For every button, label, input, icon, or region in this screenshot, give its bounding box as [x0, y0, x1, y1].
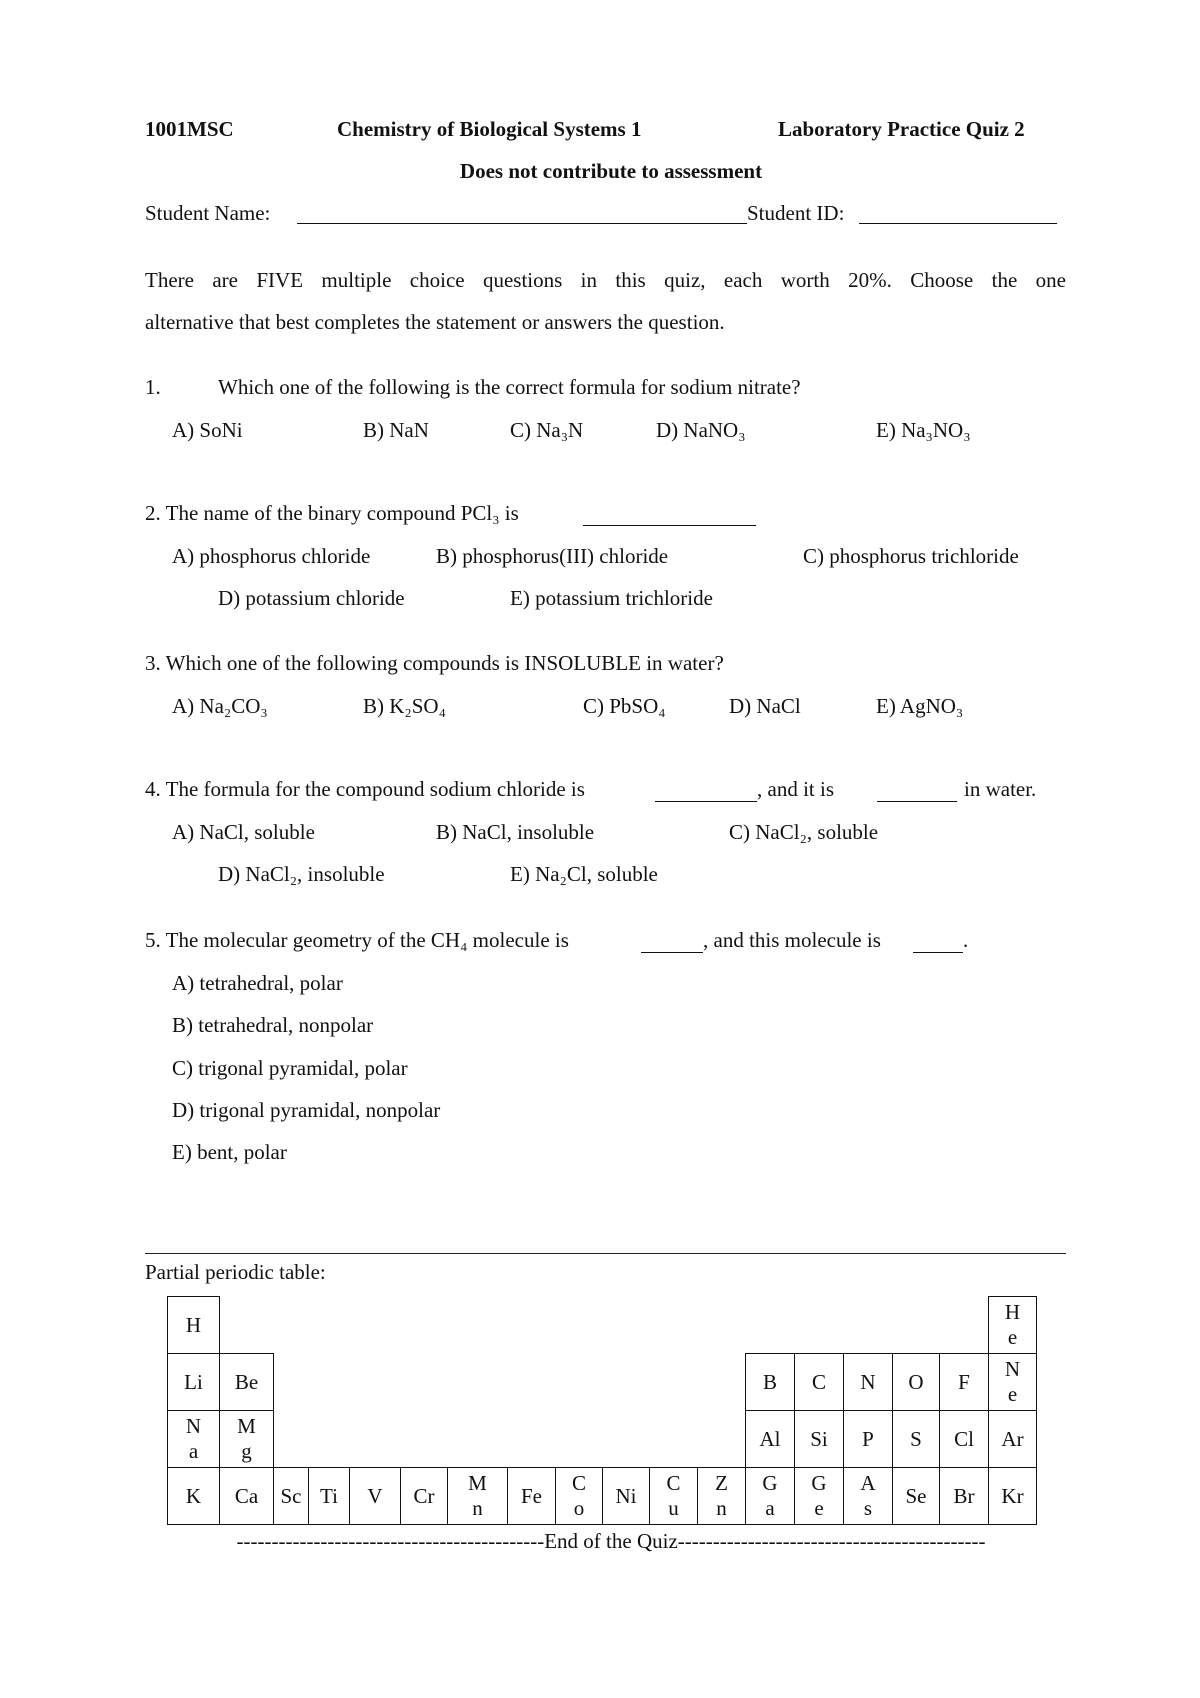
element-zn: Zn — [697, 1467, 746, 1525]
element-f: F — [939, 1353, 989, 1411]
element-br: Br — [939, 1467, 989, 1525]
q1-text: Which one of the following is the correct formula for sodium nitrate? — [218, 375, 801, 399]
q4-text-part-2: , and it is — [757, 777, 834, 801]
course-title: Chemistry of Biological Systems 1 — [337, 117, 642, 141]
element-ar: Ar — [988, 1410, 1037, 1468]
element-si: Si — [794, 1410, 844, 1468]
q3-option-b[interactable]: B) K₂SO₄ — [363, 694, 446, 718]
element-c: C — [794, 1353, 844, 1411]
student-name-field[interactable] — [297, 223, 747, 224]
section-divider — [145, 1253, 1066, 1254]
q5-blank-2 — [913, 952, 963, 953]
element-na: Na — [167, 1410, 220, 1468]
element-as: As — [843, 1467, 893, 1525]
q2-text: 2. The name of the binary compound PCl₃ is — [145, 501, 519, 525]
q4-option-a[interactable]: A) NaCl, soluble — [172, 820, 315, 844]
element-li: Li — [167, 1353, 220, 1411]
q3-option-d[interactable]: D) NaCl — [729, 694, 801, 718]
periodic-table-label: Partial periodic table: — [145, 1260, 326, 1284]
q5-text-part-1: 5. The molecular geometry of the CH₄ molecule is — [145, 928, 569, 952]
element-n: N — [843, 1353, 893, 1411]
element-he: He — [988, 1296, 1037, 1354]
q5-option-a[interactable]: A) tetrahedral, polar — [172, 971, 343, 995]
q2-blank — [583, 525, 756, 526]
q3-option-a[interactable]: A) Na₂CO₃ — [172, 694, 268, 718]
q5-text-part-2: , and this molecule is — [703, 928, 881, 952]
q2-option-e[interactable]: E) potassium trichloride — [510, 586, 713, 610]
q5-text-part-3: . — [963, 928, 969, 952]
element-ni: Ni — [602, 1467, 650, 1525]
q3-option-e[interactable]: E) AgNO₃ — [876, 694, 964, 718]
q3-option-c[interactable]: C) PbSO₄ — [583, 694, 666, 718]
element-kr: Kr — [988, 1467, 1037, 1525]
element-ne: Ne — [988, 1353, 1037, 1411]
element-ti: Ti — [308, 1467, 350, 1525]
q1-option-a[interactable]: A) SoNi — [172, 418, 243, 442]
q1-option-d[interactable]: D) NaNO₃ — [656, 418, 746, 442]
element-o: O — [892, 1353, 940, 1411]
q5-option-e[interactable]: E) bent, polar — [172, 1140, 287, 1164]
element-ga: Ga — [745, 1467, 795, 1525]
q1-number: 1. — [145, 375, 161, 399]
element-ge: Ge — [794, 1467, 844, 1525]
q1-option-e[interactable]: E) Na₃NO₃ — [876, 418, 971, 442]
assessment-notice: Does not contribute to assessment — [459, 159, 763, 183]
q5-option-c[interactable]: C) trigonal pyramidal, polar — [172, 1056, 408, 1080]
element-b: B — [745, 1353, 795, 1411]
element-s: S — [892, 1410, 940, 1468]
element-ca: Ca — [219, 1467, 274, 1525]
element-h: H — [167, 1296, 220, 1354]
element-mn: Mn — [447, 1467, 508, 1525]
q5-blank-1 — [641, 952, 703, 953]
element-mg: Mg — [219, 1410, 274, 1468]
student-name-label: Student Name: — [145, 201, 271, 225]
q2-option-c[interactable]: C) phosphorus trichloride — [803, 544, 1019, 568]
student-id-field[interactable] — [859, 223, 1057, 224]
q2-option-a[interactable]: A) phosphorus chloride — [172, 544, 371, 568]
element-sc: Sc — [273, 1467, 309, 1525]
student-id-label: Student ID: — [747, 201, 845, 225]
element-k: K — [167, 1467, 220, 1525]
quiz-title: Laboratory Practice Quiz 2 — [778, 117, 1025, 141]
q4-option-e[interactable]: E) Na₂Cl, soluble — [510, 862, 658, 886]
element-v: V — [349, 1467, 401, 1525]
element-al: Al — [745, 1410, 795, 1468]
q2-option-b[interactable]: B) phosphorus(III) chloride — [436, 544, 669, 568]
element-cl: Cl — [939, 1410, 989, 1468]
q4-option-d[interactable]: D) NaCl₂, insoluble — [218, 862, 385, 886]
course-code: 1001MSC — [145, 117, 234, 141]
element-co: Co — [555, 1467, 603, 1525]
q5-option-b[interactable]: B) tetrahedral, nonpolar — [172, 1013, 374, 1037]
q4-blank-1 — [655, 801, 757, 802]
q4-option-c[interactable]: C) NaCl₂, soluble — [729, 820, 879, 844]
q1-option-c[interactable]: C) Na₃N — [510, 418, 584, 442]
element-cu: Cu — [649, 1467, 698, 1525]
q4-text-part-1: 4. The formula for the compound sodium chloride is — [145, 777, 585, 801]
element-cr: Cr — [400, 1467, 448, 1525]
end-of-quiz: --------------------------------------------End of the Quiz-------------------------------------------- — [236, 1529, 986, 1553]
q1-option-b[interactable]: B) NaN — [363, 418, 429, 442]
q3-text: 3. Which one of the following compounds is INSOLUBLE in water? — [145, 651, 724, 675]
q4-option-b[interactable]: B) NaCl, insoluble — [436, 820, 595, 844]
q4-text-part-3: in water. — [964, 777, 1037, 801]
q5-option-d[interactable]: D) trigonal pyramidal, nonpolar — [172, 1098, 441, 1122]
q4-blank-2 — [877, 801, 957, 802]
intro-line-2: alternative that best completes the statement or answers the question. — [145, 310, 725, 334]
intro-line-1: There are FIVE multiple choice questions in this quiz, each worth 20%. Choose the one — [145, 268, 1066, 292]
element-fe: Fe — [507, 1467, 556, 1525]
element-se: Se — [892, 1467, 940, 1525]
element-p: P — [843, 1410, 893, 1468]
q2-option-d[interactable]: D) potassium chloride — [218, 586, 405, 610]
element-be: Be — [219, 1353, 274, 1411]
